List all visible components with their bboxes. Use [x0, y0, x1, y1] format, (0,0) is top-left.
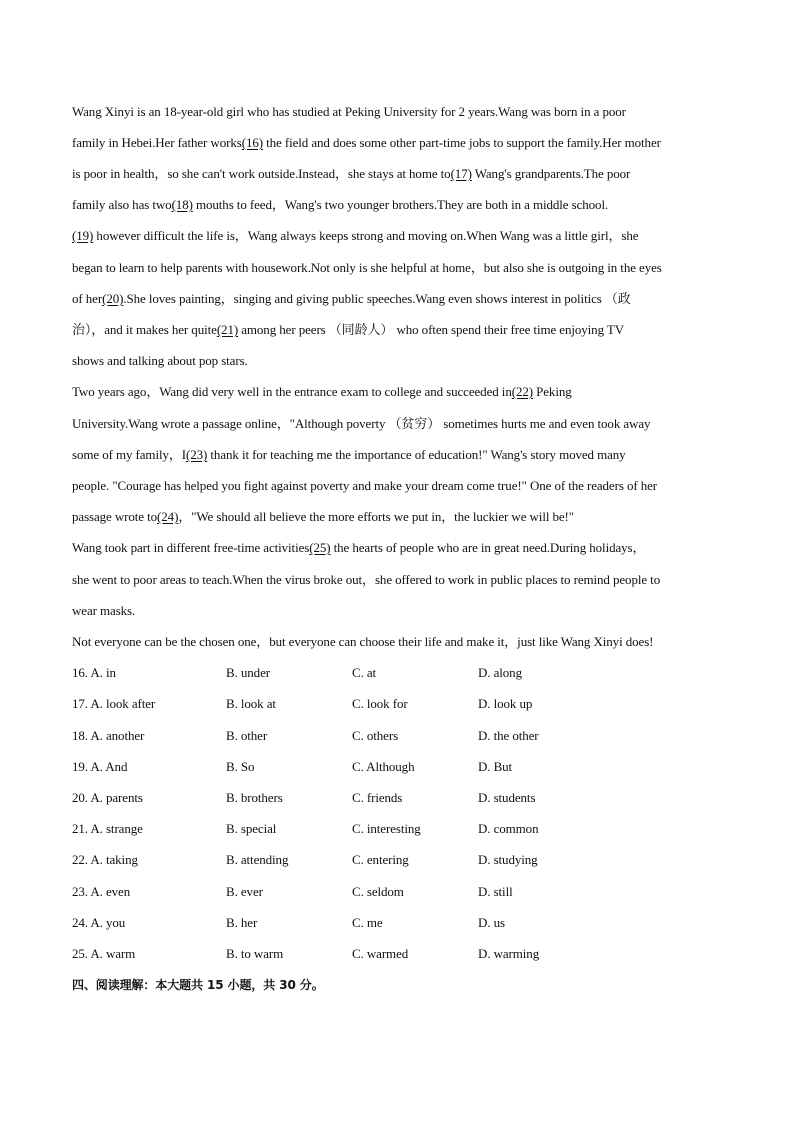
passage-text: ，"We should all believe the more efforts we put in，the luckier we will be!": [178, 509, 574, 524]
passage-line: [72, 352, 248, 370]
passage-line: [72, 165, 630, 183]
option-d: D. us: [478, 915, 505, 930]
passage-text: mouths to feed，Wang's two younger brothers.They are both in a middle school.: [192, 197, 609, 212]
option-a: 17. A. look after: [72, 696, 156, 711]
passage-line: [72, 477, 657, 495]
question-row: [72, 883, 732, 901]
blank-number: (20): [102, 291, 124, 306]
passage-text: passage wrote to: [72, 509, 158, 524]
passage-line: [72, 196, 608, 214]
blank-number: (19): [72, 228, 94, 243]
option-d: D. look up: [478, 696, 533, 711]
option-c: C. interesting: [352, 821, 421, 836]
passage-text: Wang took part in different free-time activities: [72, 540, 310, 555]
option-b: B. under: [226, 665, 270, 680]
option-b: B. brothers: [226, 790, 283, 805]
blank-number: (23): [186, 447, 208, 462]
option-c: C. entering: [352, 852, 409, 867]
passage-text: University.Wang wrote a passage online，"Although poverty （贫穷） sometimes hurts me and even took away: [72, 416, 651, 431]
passage-line: [72, 602, 135, 620]
option-a: 20. A. parents: [72, 790, 143, 805]
option-b: B. So: [226, 759, 255, 774]
passage-line: [72, 539, 645, 557]
passage-text: however difficult the life is，Wang always keeps strong and moving on.When Wang was a little girl，she: [93, 228, 639, 243]
option-c: C. friends: [352, 790, 403, 805]
option-d: D. common: [478, 821, 539, 836]
blank-number: (24): [157, 509, 179, 524]
question-row: [72, 820, 732, 838]
passage-line: [72, 508, 574, 526]
passage-line: [72, 633, 653, 651]
option-d: D. studying: [478, 852, 538, 867]
passage-text: Wang's grandparents.The poor: [471, 166, 631, 181]
option-a: 19. A. And: [72, 759, 128, 774]
option-a: 16. A. in: [72, 665, 116, 680]
passage-line: [72, 446, 626, 464]
option-b: B. other: [226, 728, 268, 743]
option-d: D. still: [478, 884, 513, 899]
option-c: C. me: [352, 915, 383, 930]
option-d: D. students: [478, 790, 536, 805]
passage-text: shows and talking about pop stars.: [72, 353, 248, 368]
passage-text: Two years ago，Wang did very well in the entrance exam to college and succeeded in: [72, 384, 512, 399]
passage-text: Not everyone can be the chosen one，but everyone can choose their life and make it，just like Wang Xinyi does!: [72, 634, 654, 649]
section-heading: 四、阅读理解：本大题共 15 小题，共 30 分。: [72, 978, 324, 992]
passage-text: 治），and it makes her quite: [72, 322, 217, 337]
question-row: [72, 914, 732, 932]
option-b: B. attending: [226, 852, 289, 867]
blank-number: (22): [511, 384, 533, 399]
option-b: B. her: [226, 915, 258, 930]
question-row: [72, 664, 732, 682]
passage-text: Peking: [532, 384, 572, 399]
option-c: C. Although: [352, 759, 415, 774]
option-d: D. the other: [478, 728, 539, 743]
passage-text: family in Hebei.Her father works: [72, 135, 242, 150]
passage-text: wear masks.: [72, 603, 136, 618]
question-row: [72, 758, 732, 776]
passage-text: .She loves painting，singing and giving public speeches.Wang even shows interest in politics （政: [123, 291, 631, 306]
question-row: [72, 789, 732, 807]
passage-line: [72, 259, 662, 277]
passage-line: [72, 103, 626, 121]
option-b: B. look at: [226, 696, 276, 711]
option-a: 18. A. another: [72, 728, 145, 743]
passage-text: people. "Courage has helped you fight against poverty and make your dream come true!" One of the readers of her: [72, 478, 658, 493]
passage-line: [72, 383, 572, 401]
blank-number: (16): [241, 135, 263, 150]
passage-text: the field and does some other part-time jobs to support the family.Her mother: [262, 135, 661, 150]
blank-number: (21): [216, 322, 239, 337]
option-a: 21. A. strange: [72, 821, 143, 836]
passage-line: [72, 321, 624, 339]
option-d: D. warming: [478, 946, 540, 961]
option-a: 25. A. warm: [72, 946, 136, 961]
passage-line: [72, 227, 638, 245]
passage-text: thank it for teaching me the importance of education!" Wang's story moved many: [207, 447, 626, 462]
option-d: D. But: [478, 759, 513, 774]
option-c: C. look for: [352, 696, 408, 711]
passage-line: [72, 571, 660, 589]
option-a: 23. A. even: [72, 884, 131, 899]
blank-number: (18): [171, 197, 193, 212]
option-a: 24. A. you: [72, 915, 126, 930]
passage-line: [72, 134, 661, 152]
option-c: C. others: [352, 728, 399, 743]
option-b: B. ever: [226, 884, 263, 899]
passage-line: [72, 415, 650, 433]
question-row: [72, 695, 732, 713]
passage-text: she went to poor areas to teach.When the virus broke out，she offered to work in public places to remind people to: [72, 572, 661, 587]
blank-number: (17): [450, 166, 472, 181]
passage-text: the hearts of people who are in great need.During holidays，: [330, 540, 646, 555]
option-c: C. warmed: [352, 946, 409, 961]
blank-number: (25): [309, 540, 331, 555]
option-b: B. to warm: [226, 946, 284, 961]
passage-text: some of my family，I: [72, 447, 186, 462]
passage-text: among her peers （同龄人） who often spend their free time enjoying TV: [238, 322, 625, 337]
passage-text: family also has two: [72, 197, 172, 212]
passage-text: Wang Xinyi is an 18-year-old girl who has studied at Peking University for 2 years.Wang was born in a poor: [72, 104, 626, 119]
option-d: D. along: [478, 665, 522, 680]
passage-text: of her: [72, 291, 103, 306]
question-row: [72, 851, 732, 869]
option-b: B. special: [226, 821, 277, 836]
option-c: C. at: [352, 665, 377, 680]
option-c: C. seldom: [352, 884, 404, 899]
question-row: [72, 945, 732, 963]
passage-line: [72, 290, 631, 308]
passage-text: is poor in health，so she can't work outside.Instead，she stays at home to: [72, 166, 451, 181]
question-row: [72, 727, 732, 745]
option-a: 22. A. taking: [72, 852, 138, 867]
passage-text: began to learn to help parents with housework.Not only is she helpful at home，but also she is outgoing in the eyes: [72, 260, 662, 275]
